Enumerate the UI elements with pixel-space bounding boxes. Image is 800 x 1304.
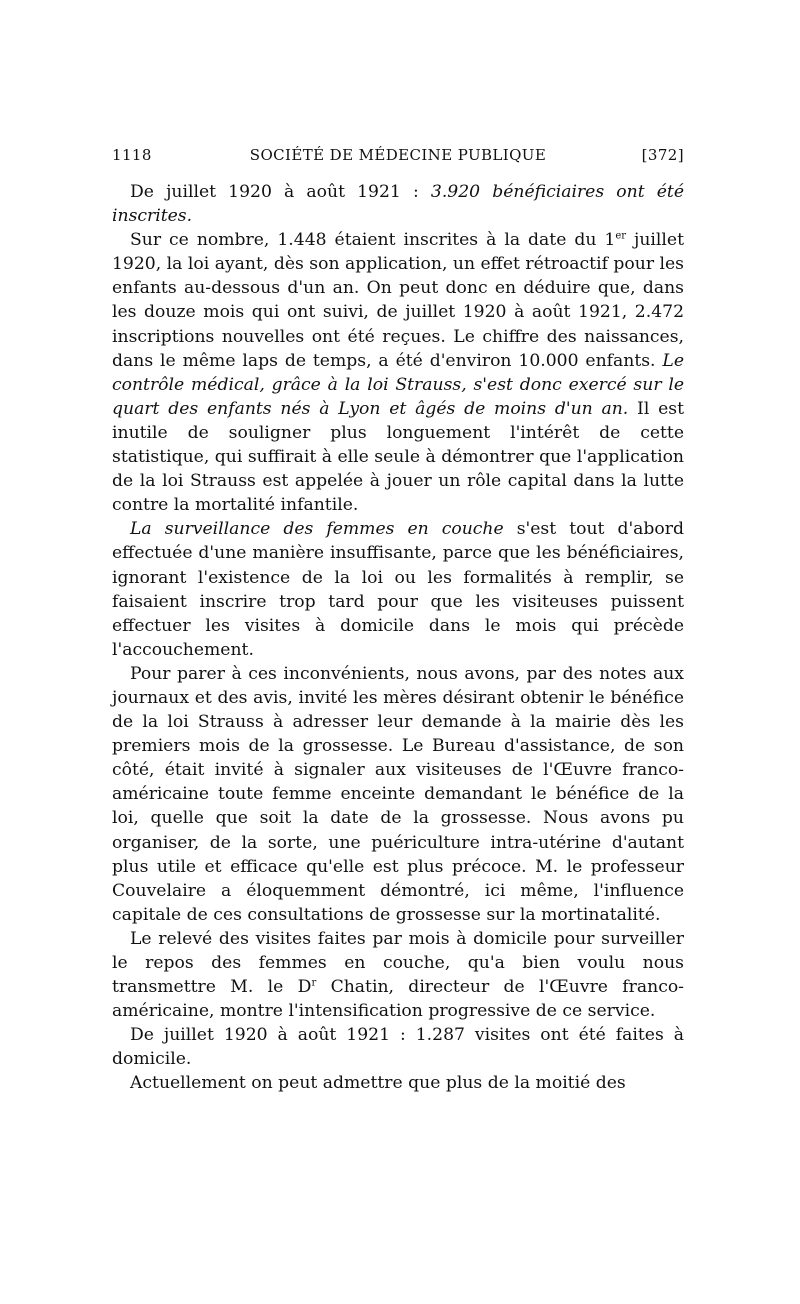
superscript: r — [311, 977, 317, 989]
body-text — [112, 180, 684, 1096]
italic-run: 3.920 bénéficiaires ont été inscrites. — [112, 182, 684, 227]
paragraph-2 — [112, 228, 684, 517]
text-run: s'est tout d'abord effectuée d'une manière insuffisante, parce que les bénéficiaires, ignorant l'existence de la loi ou les formalités à remplir, se faisaient inscrire trop tard pour que les visiteuses puissent effectuer les visites à domicile dans le mois qui précède l'accouchement. — [112, 519, 685, 660]
text-run: De juillet 1920 à août 1921 : — [130, 182, 431, 202]
bracket-page-number: [372] — [641, 146, 684, 164]
superscript: er — [615, 230, 627, 242]
paragraph-1 — [112, 180, 684, 228]
italic-run: La surveillance des femmes en couche — [130, 519, 504, 540]
text-run: Chatin, directeur de l'Œuvre franco-américaine, montre l'intensification progressive de ce service. — [112, 977, 684, 1022]
text-run: Sur ce nombre, 1.448 étaient inscrites à la date du 1 — [130, 230, 616, 251]
text-run: De juillet 1920 à août 1921 : 1.287 visites ont été faites à domicile. — [112, 1025, 684, 1070]
running-head — [112, 146, 684, 168]
paragraph-6 — [112, 1023, 684, 1071]
paragraph-5 — [112, 927, 684, 1023]
italic-run: Le contrôle médical, grâce à la loi Strauss, s'est donc exercé sur le quart des enfants nés à Lyon et âgés de moins d'un an. — [112, 350, 684, 419]
page-number: 1118 — [112, 146, 152, 164]
paragraph-3 — [112, 517, 684, 662]
text-run: Le relevé des visites faites par mois à domicile pour surveiller le repos des femmes en couche, qu'a bien voulu nous transmettre M. le D — [112, 928, 684, 998]
paragraph-4 — [112, 662, 684, 927]
text-run: Il est inutile de souligner plus longuement l'intérêt de cette statistique, qui suffirait à elle seule à démontrer que l'application de la loi Strauss est appelée à jouer un rôle capital dans la lutte contre la mortalité infantile. — [112, 398, 684, 516]
text-run: juillet 1920, la loi ayant, dès son application, un effet rétroactif pour les enfants au-dessous d'un an. On peut donc en déduire que, dans les douze mois qui ont suivi, de juillet 1920 à août 1921, 2.472 inscriptions nouvelles ont été reçues. Le chiffre des naissances, dans le même laps de temps, a été d'environ 10.000 enfants. — [112, 230, 684, 371]
text-run: Pour parer à ces inconvénients, nous avons, par des notes aux journaux et des avis, invité les mères désirant obtenir le bénéfice de la loi Strauss à adresser leur demande à la mairie dès les premiers mois de la grossesse. Le Bureau d'assistance, de son côté, était invité à signaler aux visiteuses de l'Œuvre franco-américaine toute femme enceinte demandant le bénéfice de la loi, quelle que soit la date de la grossesse. Nous avons pu organiser, de la sorte, une puériculture intra-utérine d'autant plus utile et efficace qu'elle est plus précoce. M. le professeur Couvelaire a éloquemment démontré, ici même, l'influence capitale de ces consultations de grossesse sur la mortinatalité. — [112, 663, 684, 925]
paragraph-7 — [112, 1071, 684, 1095]
text-run: Actuellement on peut admettre que plus de la moitié des — [130, 1073, 626, 1094]
journal-title: SOCIÉTÉ DE MÉDECINE PUBLIQUE — [249, 146, 547, 164]
